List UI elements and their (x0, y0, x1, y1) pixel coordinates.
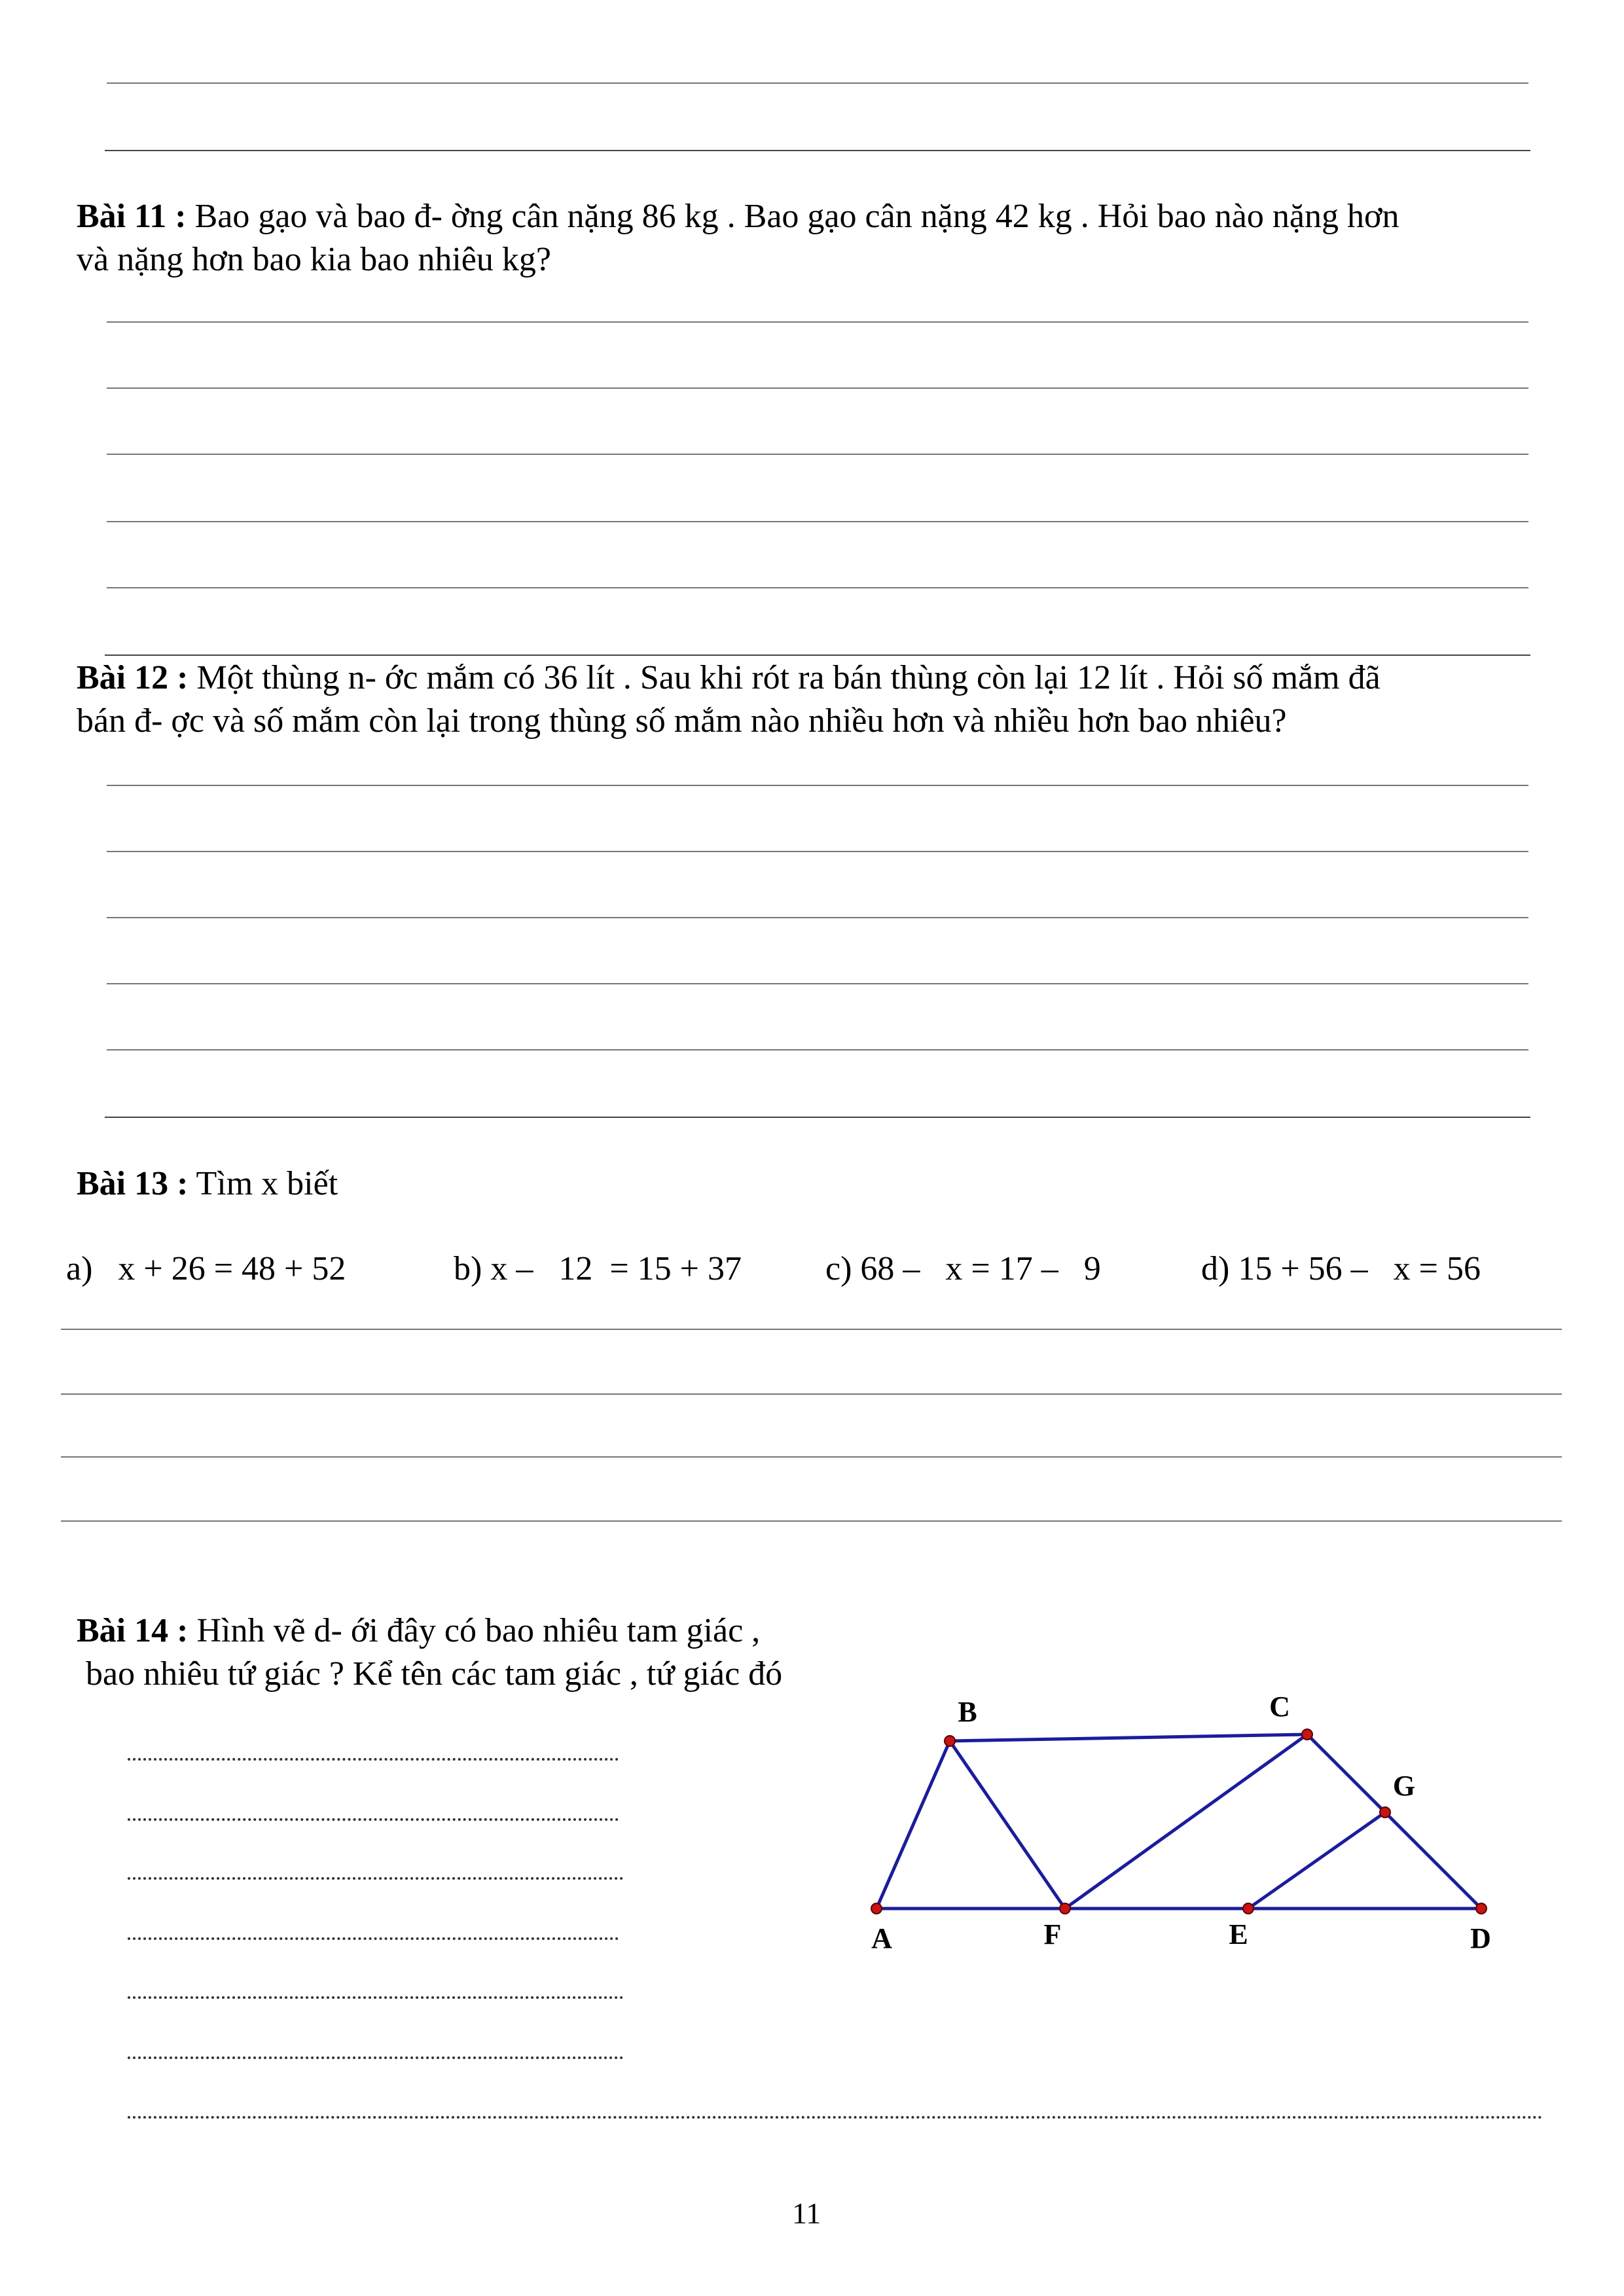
point-label-a: A (871, 1922, 892, 1954)
exercise-14-line2: bao nhiêu tứ giác ? Kể tên các tam giác , tứ giác đó (86, 1655, 783, 1693)
point-c (1302, 1729, 1312, 1740)
exercise-14-text: Hình vẽ d- ới đây có bao nhiêu tam giác , (196, 1612, 761, 1649)
point-label-b: B (958, 1696, 977, 1728)
equation-b: b) x – 12 = 15 + 37 (454, 1250, 742, 1287)
equation-a: a) x + 26 = 48 + 52 (66, 1250, 346, 1287)
point-a (871, 1903, 882, 1914)
equation-c: c) 68 – x = 17 – 9 (825, 1250, 1101, 1287)
exercise-12-text: Một thùng n- ớc mắm có 36 lít . Sau khi rót ra bán thùng còn lại 12 lít . Hỏi số mắm đã (196, 659, 1380, 696)
point-f (1060, 1903, 1070, 1914)
exercise-13-label: Bài 13 : (77, 1165, 189, 1202)
exercise-11-label: Bài 11 : (77, 198, 187, 235)
exercise-11-line2: và nặng hơn bao kia bao nhiêu kg? (77, 241, 551, 278)
segment-CF (1065, 1734, 1307, 1909)
figure-lines (876, 1734, 1481, 1909)
point-label-d: D (1470, 1922, 1491, 1954)
exercise-11-text: Bao gạo và bao đ- ờng cân nặng 86 kg . Bao gạo cân nặng 42 kg . Hỏi bao nào nặng hơn (194, 198, 1399, 235)
segment-CD (1307, 1734, 1481, 1909)
segment-BC (950, 1734, 1307, 1741)
point-label-c: C (1269, 1691, 1290, 1723)
figure-labels (871, 1691, 1491, 1954)
point-g (1380, 1807, 1390, 1818)
segment-GE (1248, 1812, 1385, 1909)
point-label-g: G (1392, 1770, 1416, 1802)
equation-d: d) 15 + 56 – x = 56 (1201, 1250, 1481, 1287)
exercise-12-line2: bán đ- ợc và số mắm còn lại trong thùng số mắm nào nhiều hơn và nhiều hơn bao nhiêu? (77, 702, 1287, 740)
exercise-12-label: Bài 12 : (77, 659, 189, 696)
exercise-14-label: Bài 14 : (77, 1612, 189, 1649)
point-d (1476, 1903, 1487, 1914)
point-b (945, 1736, 955, 1746)
point-label-f: F (1043, 1918, 1062, 1950)
exercise-13-prompt: Tìm x biết (196, 1165, 338, 1202)
point-label-e: E (1229, 1918, 1248, 1950)
segment-BF (950, 1741, 1065, 1909)
segment-AB (876, 1741, 950, 1909)
page-number: 11 (792, 2197, 821, 2230)
point-e (1243, 1903, 1254, 1914)
